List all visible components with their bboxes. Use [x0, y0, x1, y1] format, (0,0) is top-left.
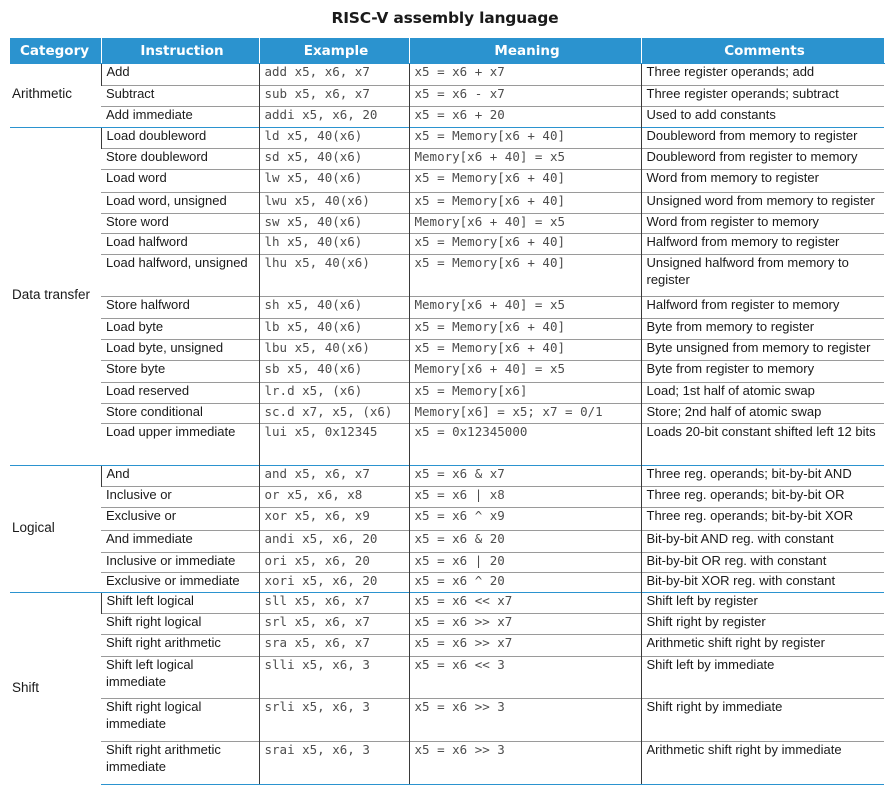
instruction-cell: Load upper immediate [101, 424, 259, 466]
instruction-cell: Store conditional [101, 404, 259, 424]
comment-cell: Store; 2nd half of atomic swap [641, 404, 884, 424]
instruction-cell: Add [101, 64, 259, 86]
meaning-cell: Memory[x6 + 40] = x5 [409, 214, 641, 234]
meaning-cell: x5 = x6 ^ x9 [409, 508, 641, 531]
example-cell: srai x5, x6, 3 [259, 742, 409, 785]
table-row [10, 149, 884, 170]
instruction-cell: Load word, unsigned [101, 193, 259, 214]
comment-cell: Arithmetic shift right by register [641, 635, 884, 657]
instruction-cell: Store byte [101, 361, 259, 383]
table-row [10, 214, 884, 234]
header-category: Category [10, 38, 101, 64]
example-cell: add x5, x6, x7 [259, 64, 409, 86]
instruction-cell: Shift left logical [101, 593, 259, 614]
meaning-cell: x5 = Memory[x6] [409, 383, 641, 404]
instruction-cell: Store halfword [101, 297, 259, 319]
example-cell: ori x5, x6, 20 [259, 553, 409, 573]
meaning-cell: x5 = x6 | 20 [409, 553, 641, 573]
table-row [10, 361, 884, 383]
example-cell: srli x5, x6, 3 [259, 699, 409, 742]
example-cell: sd x5, 40(x6) [259, 149, 409, 170]
meaning-cell: x5 = Memory[x6 + 40] [409, 319, 641, 340]
header-example: Example [259, 38, 409, 64]
instruction-cell: Shift right logical [101, 614, 259, 635]
meaning-cell: x5 = x6 << x7 [409, 593, 641, 614]
example-cell: lwu x5, 40(x6) [259, 193, 409, 214]
example-cell: lh x5, 40(x6) [259, 234, 409, 255]
comment-cell: Loads 20-bit constant shifted left 12 bits [641, 424, 884, 466]
meaning-cell: x5 = x6 - x7 [409, 86, 641, 107]
header-comments: Comments [641, 38, 884, 64]
example-cell: sw x5, 40(x6) [259, 214, 409, 234]
meaning-cell: x5 = x6 >> 3 [409, 742, 641, 785]
page-title: RISC-V assembly language [331, 9, 559, 27]
comment-cell: Load; 1st half of atomic swap [641, 383, 884, 404]
meaning-cell: x5 = x6 & 20 [409, 531, 641, 553]
table-row [10, 128, 884, 149]
example-cell: lui x5, 0x12345 [259, 424, 409, 466]
table-row [10, 319, 884, 340]
meaning-cell: x5 = Memory[x6 + 40] [409, 340, 641, 361]
comment-cell: Doubleword from register to memory [641, 149, 884, 170]
comment-cell: Shift right by register [641, 614, 884, 635]
instruction-cell: Load doubleword [101, 128, 259, 149]
example-cell: srl x5, x6, x7 [259, 614, 409, 635]
comment-cell: Word from register to memory [641, 214, 884, 234]
risc-v-instruction-table [10, 37, 885, 785]
category-cell: Shift [10, 593, 101, 785]
meaning-cell: x5 = x6 ^ 20 [409, 573, 641, 593]
table-row [10, 86, 884, 107]
comment-cell: Byte from memory to register [641, 319, 884, 340]
instruction-cell: Load reserved [101, 383, 259, 404]
example-cell: andi x5, x6, 20 [259, 531, 409, 553]
instruction-cell: Shift right logical immediate [101, 699, 259, 742]
meaning-cell: x5 = x6 + 20 [409, 107, 641, 128]
table-row [10, 466, 884, 487]
instruction-cell: Exclusive or [101, 508, 259, 531]
table-row [10, 424, 884, 466]
table-row [10, 383, 884, 404]
table-row [10, 487, 884, 508]
table-row [10, 593, 884, 614]
meaning-cell: x5 = Memory[x6 + 40] [409, 170, 641, 193]
meaning-cell: Memory[x6 + 40] = x5 [409, 297, 641, 319]
comment-cell: Three reg. operands; bit-by-bit AND [641, 466, 884, 487]
category-cell: Logical [10, 466, 101, 593]
meaning-cell: x5 = Memory[x6 + 40] [409, 128, 641, 149]
instruction-cell: Inclusive or immediate [101, 553, 259, 573]
comment-cell: Shift left by register [641, 593, 884, 614]
comment-cell: Byte from register to memory [641, 361, 884, 383]
table-row [10, 255, 884, 297]
comment-cell: Word from memory to register [641, 170, 884, 193]
category-cell: Data transfer [10, 128, 101, 466]
instruction-cell: Load halfword [101, 234, 259, 255]
table-row [10, 573, 884, 593]
comment-cell: Bit-by-bit XOR reg. with constant [641, 573, 884, 593]
comment-cell: Bit-by-bit AND reg. with constant [641, 531, 884, 553]
example-cell: sll x5, x6, x7 [259, 593, 409, 614]
table-row [10, 193, 884, 214]
instruction-cell: Store doubleword [101, 149, 259, 170]
instruction-cell: Store word [101, 214, 259, 234]
header-row [10, 38, 884, 64]
meaning-cell: x5 = x6 + x7 [409, 64, 641, 86]
instruction-cell: Shift left logical immediate [101, 657, 259, 699]
meaning-cell: x5 = x6 & x7 [409, 466, 641, 487]
example-cell: sub x5, x6, x7 [259, 86, 409, 107]
example-cell: and x5, x6, x7 [259, 466, 409, 487]
comment-cell: Halfword from register to memory [641, 297, 884, 319]
example-cell: sra x5, x6, x7 [259, 635, 409, 657]
instruction-cell: Load halfword, unsigned [101, 255, 259, 297]
table-row [10, 614, 884, 635]
meaning-cell: x5 = Memory[x6 + 40] [409, 193, 641, 214]
comment-cell: Shift right by immediate [641, 699, 884, 742]
meaning-cell: x5 = 0x12345000 [409, 424, 641, 466]
table-row [10, 297, 884, 319]
example-cell: xori x5, x6, 20 [259, 573, 409, 593]
example-cell: addi x5, x6, 20 [259, 107, 409, 128]
instruction-cell: Inclusive or [101, 487, 259, 508]
header-instruction: Instruction [101, 38, 259, 64]
example-cell: sb x5, 40(x6) [259, 361, 409, 383]
instruction-cell: Exclusive or immediate [101, 573, 259, 593]
table-row [10, 170, 884, 193]
instruction-cell: Shift right arithmetic immediate [101, 742, 259, 785]
table-row [10, 635, 884, 657]
category-cell: Arithmetic [10, 64, 101, 128]
comment-cell: Three reg. operands; bit-by-bit OR [641, 487, 884, 508]
instruction-cell: Subtract [101, 86, 259, 107]
meaning-cell: x5 = x6 | x8 [409, 487, 641, 508]
example-cell: lw x5, 40(x6) [259, 170, 409, 193]
meaning-cell: x5 = x6 >> x7 [409, 614, 641, 635]
comment-cell: Used to add constants [641, 107, 884, 128]
example-cell: lhu x5, 40(x6) [259, 255, 409, 297]
example-cell: slli x5, x6, 3 [259, 657, 409, 699]
comment-cell: Halfword from memory to register [641, 234, 884, 255]
meaning-cell: Memory[x6 + 40] = x5 [409, 361, 641, 383]
example-cell: lbu x5, 40(x6) [259, 340, 409, 361]
example-cell: sh x5, 40(x6) [259, 297, 409, 319]
instruction-cell: And [101, 466, 259, 487]
table-row [10, 107, 884, 128]
table-header [10, 38, 884, 64]
meaning-cell: x5 = Memory[x6 + 40] [409, 234, 641, 255]
example-cell: sc.d x7, x5, (x6) [259, 404, 409, 424]
comment-cell: Doubleword from memory to register [641, 128, 884, 149]
example-cell: ld x5, 40(x6) [259, 128, 409, 149]
comment-cell: Bit-by-bit OR reg. with constant [641, 553, 884, 573]
example-cell: or x5, x6, x8 [259, 487, 409, 508]
table-body [10, 64, 884, 785]
example-cell: lr.d x5, (x6) [259, 383, 409, 404]
table-row [10, 508, 884, 531]
header-meaning: Meaning [409, 38, 641, 64]
table-row [10, 553, 884, 573]
instruction-cell: Load word [101, 170, 259, 193]
comment-cell: Three register operands; add [641, 64, 884, 86]
instruction-cell: Add immediate [101, 107, 259, 128]
instruction-cell: Shift right arithmetic [101, 635, 259, 657]
comment-cell: Three reg. operands; bit-by-bit XOR [641, 508, 884, 531]
instruction-cell: And immediate [101, 531, 259, 553]
table-row [10, 234, 884, 255]
meaning-cell: x5 = x6 << 3 [409, 657, 641, 699]
comment-cell: Arithmetic shift right by immediate [641, 742, 884, 785]
meaning-cell: Memory[x6] = x5; x7 = 0/1 [409, 404, 641, 424]
table-row [10, 699, 884, 742]
table-row [10, 64, 884, 86]
table-row [10, 340, 884, 361]
table-row [10, 531, 884, 553]
table-row [10, 657, 884, 699]
meaning-cell: x5 = x6 >> 3 [409, 699, 641, 742]
comment-cell: Unsigned halfword from memory to register [641, 255, 884, 297]
comment-cell: Three register operands; subtract [641, 86, 884, 107]
table-row [10, 404, 884, 424]
comment-cell: Unsigned word from memory to register [641, 193, 884, 214]
table-row [10, 742, 884, 785]
meaning-cell: Memory[x6 + 40] = x5 [409, 149, 641, 170]
instruction-cell: Load byte [101, 319, 259, 340]
meaning-cell: x5 = x6 >> x7 [409, 635, 641, 657]
example-cell: xor x5, x6, x9 [259, 508, 409, 531]
comment-cell: Shift left by immediate [641, 657, 884, 699]
meaning-cell: x5 = Memory[x6 + 40] [409, 255, 641, 297]
comment-cell: Byte unsigned from memory to register [641, 340, 884, 361]
example-cell: lb x5, 40(x6) [259, 319, 409, 340]
instruction-cell: Load byte, unsigned [101, 340, 259, 361]
